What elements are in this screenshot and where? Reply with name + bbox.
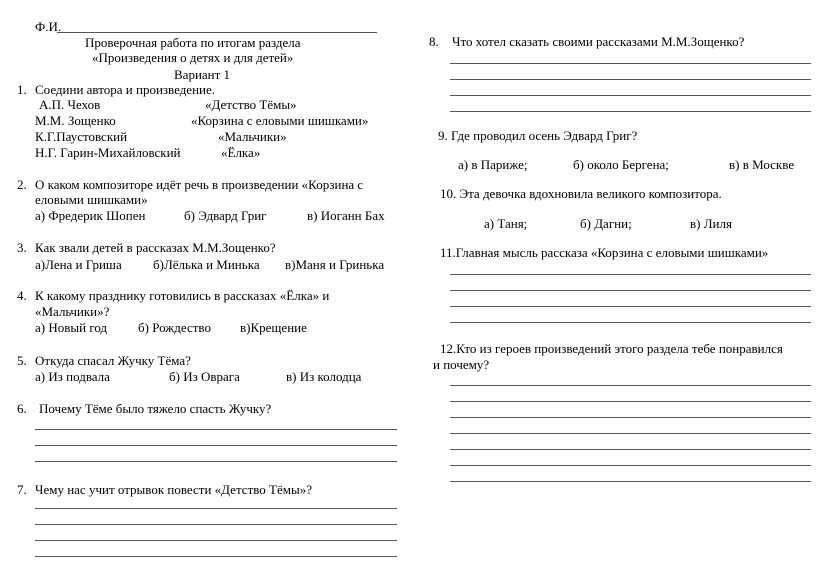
q3-option-c: в)Маня и Гринька xyxy=(285,257,385,272)
q11-answer-line[interactable] xyxy=(450,322,811,323)
q11-answer-line[interactable] xyxy=(450,306,811,307)
q6-answer-line[interactable] xyxy=(35,429,397,430)
q11-text: 11.Главная мысль рассказа «Корзина с еловыми шишками» xyxy=(440,245,769,260)
q10-option-b: б) Дагни; xyxy=(580,216,632,231)
q8-answer-line[interactable] xyxy=(450,79,811,80)
q1-author-3: К.Г.Паустовский xyxy=(35,129,128,144)
q5-option-a: а) Из подвала xyxy=(35,369,110,384)
q1-number: 1. xyxy=(17,82,27,97)
q7-answer-line[interactable] xyxy=(35,508,397,509)
q1-work-2: «Корзина с еловыми шишками» xyxy=(191,113,369,128)
q4-number: 4. xyxy=(17,288,27,303)
q9-option-b: б) около Бергена; xyxy=(573,157,669,172)
q4-text-line-2: «Мальчики»? xyxy=(35,304,110,319)
q12-answer-line[interactable] xyxy=(450,481,811,482)
q12-answer-line[interactable] xyxy=(450,465,811,466)
q2-text-line-1: О каком композиторе идёт речь в произведении «Корзина с xyxy=(35,177,364,192)
q6-text: Почему Тёме было тяжело спасть Жучку? xyxy=(39,401,272,416)
q8-text: Что хотел сказать своими рассказами М.М.Зощенко? xyxy=(452,34,745,49)
q10-text: 10. Эта девочка вдохновила великого композитора. xyxy=(440,186,722,201)
q4-option-a: а) Новый год xyxy=(35,320,108,335)
title-line-2: «Произведения о детях и для детей» xyxy=(92,50,294,65)
q7-answer-line[interactable] xyxy=(35,540,397,541)
q12-answer-line[interactable] xyxy=(450,449,811,450)
q10-option-a: а) Таня; xyxy=(484,216,528,231)
q9-option-c: в) в Москве xyxy=(729,157,795,172)
q11-answer-line[interactable] xyxy=(450,274,811,275)
q2-number: 2. xyxy=(17,177,27,192)
q1-author-2: М.М. Зощенко xyxy=(35,113,116,128)
q4-option-b: б) Рождество xyxy=(138,320,211,335)
q11-answer-line[interactable] xyxy=(450,290,811,291)
q7-number: 7. xyxy=(17,482,27,497)
q1-text: Соедини автора и произведение. xyxy=(35,82,216,97)
q9-option-a: а) в Париже; xyxy=(458,157,528,172)
q12-answer-line[interactable] xyxy=(450,401,811,402)
q5-number: 5. xyxy=(17,353,27,368)
q12-text-line-1: 12.Кто из героев произведений этого раздела тебе понравился xyxy=(440,341,783,356)
q2-option-a: а) Фредерик Шопен xyxy=(35,208,146,223)
title-line-1: Проверочная работа по итогам раздела xyxy=(85,35,301,50)
q1-work-3: «Мальчики» xyxy=(218,129,287,144)
q1-work-4: «Ёлка» xyxy=(221,145,261,160)
q6-answer-line[interactable] xyxy=(35,445,397,446)
q7-answer-line[interactable] xyxy=(35,524,397,525)
q6-number: 6. xyxy=(17,401,27,416)
fio-answer-line[interactable] xyxy=(57,32,377,33)
q7-answer-line[interactable] xyxy=(35,556,397,557)
q4-option-c: в)Крещение xyxy=(240,320,307,335)
q2-option-b: б) Эдвард Григ xyxy=(184,208,267,223)
q3-option-b: б)Лёлька и Минька xyxy=(153,257,260,272)
q4-text-line-1: К какому празднику готовились в рассказах «Ёлка» и xyxy=(35,288,330,303)
q12-text-line-2: и почему? xyxy=(433,357,490,372)
q9-text: 9. Где проводил осень Эдвард Григ? xyxy=(438,128,638,143)
q5-option-b: б) Из Оврага xyxy=(169,369,240,384)
q2-text-line-2: еловыми шишками» xyxy=(35,192,148,207)
variant-label: Вариант 1 xyxy=(174,67,231,82)
q3-option-a: а)Лена и Гриша xyxy=(35,257,122,272)
q5-text: Откуда спасал Жучку Тёма? xyxy=(35,353,191,368)
q5-option-c: в) Из колодца xyxy=(286,369,362,384)
q8-number: 8. xyxy=(429,34,439,49)
q1-author-4: Н.Г. Гарин-Михайловский xyxy=(35,145,181,160)
q6-answer-line[interactable] xyxy=(35,461,397,462)
q1-work-1: «Детство Тёмы» xyxy=(205,97,297,112)
fio-label: Ф.И. xyxy=(35,19,62,34)
q1-author-1: А.П. Чехов xyxy=(39,97,101,112)
q3-text: Как звали детей в рассказах М.М.Зощенко? xyxy=(35,240,276,255)
q2-option-c: в) Иоганн Бах xyxy=(307,208,385,223)
q8-answer-line[interactable] xyxy=(450,95,811,96)
q8-answer-line[interactable] xyxy=(450,63,811,64)
q3-number: 3. xyxy=(17,240,27,255)
q12-answer-line[interactable] xyxy=(450,385,811,386)
q12-answer-line[interactable] xyxy=(450,433,811,434)
q12-answer-line[interactable] xyxy=(450,417,811,418)
q7-text: Чему нас учит отрывок повести «Детство Тёмы»? xyxy=(35,482,312,497)
q10-option-c: в) Лиля xyxy=(690,216,732,231)
q8-answer-line[interactable] xyxy=(450,111,811,112)
